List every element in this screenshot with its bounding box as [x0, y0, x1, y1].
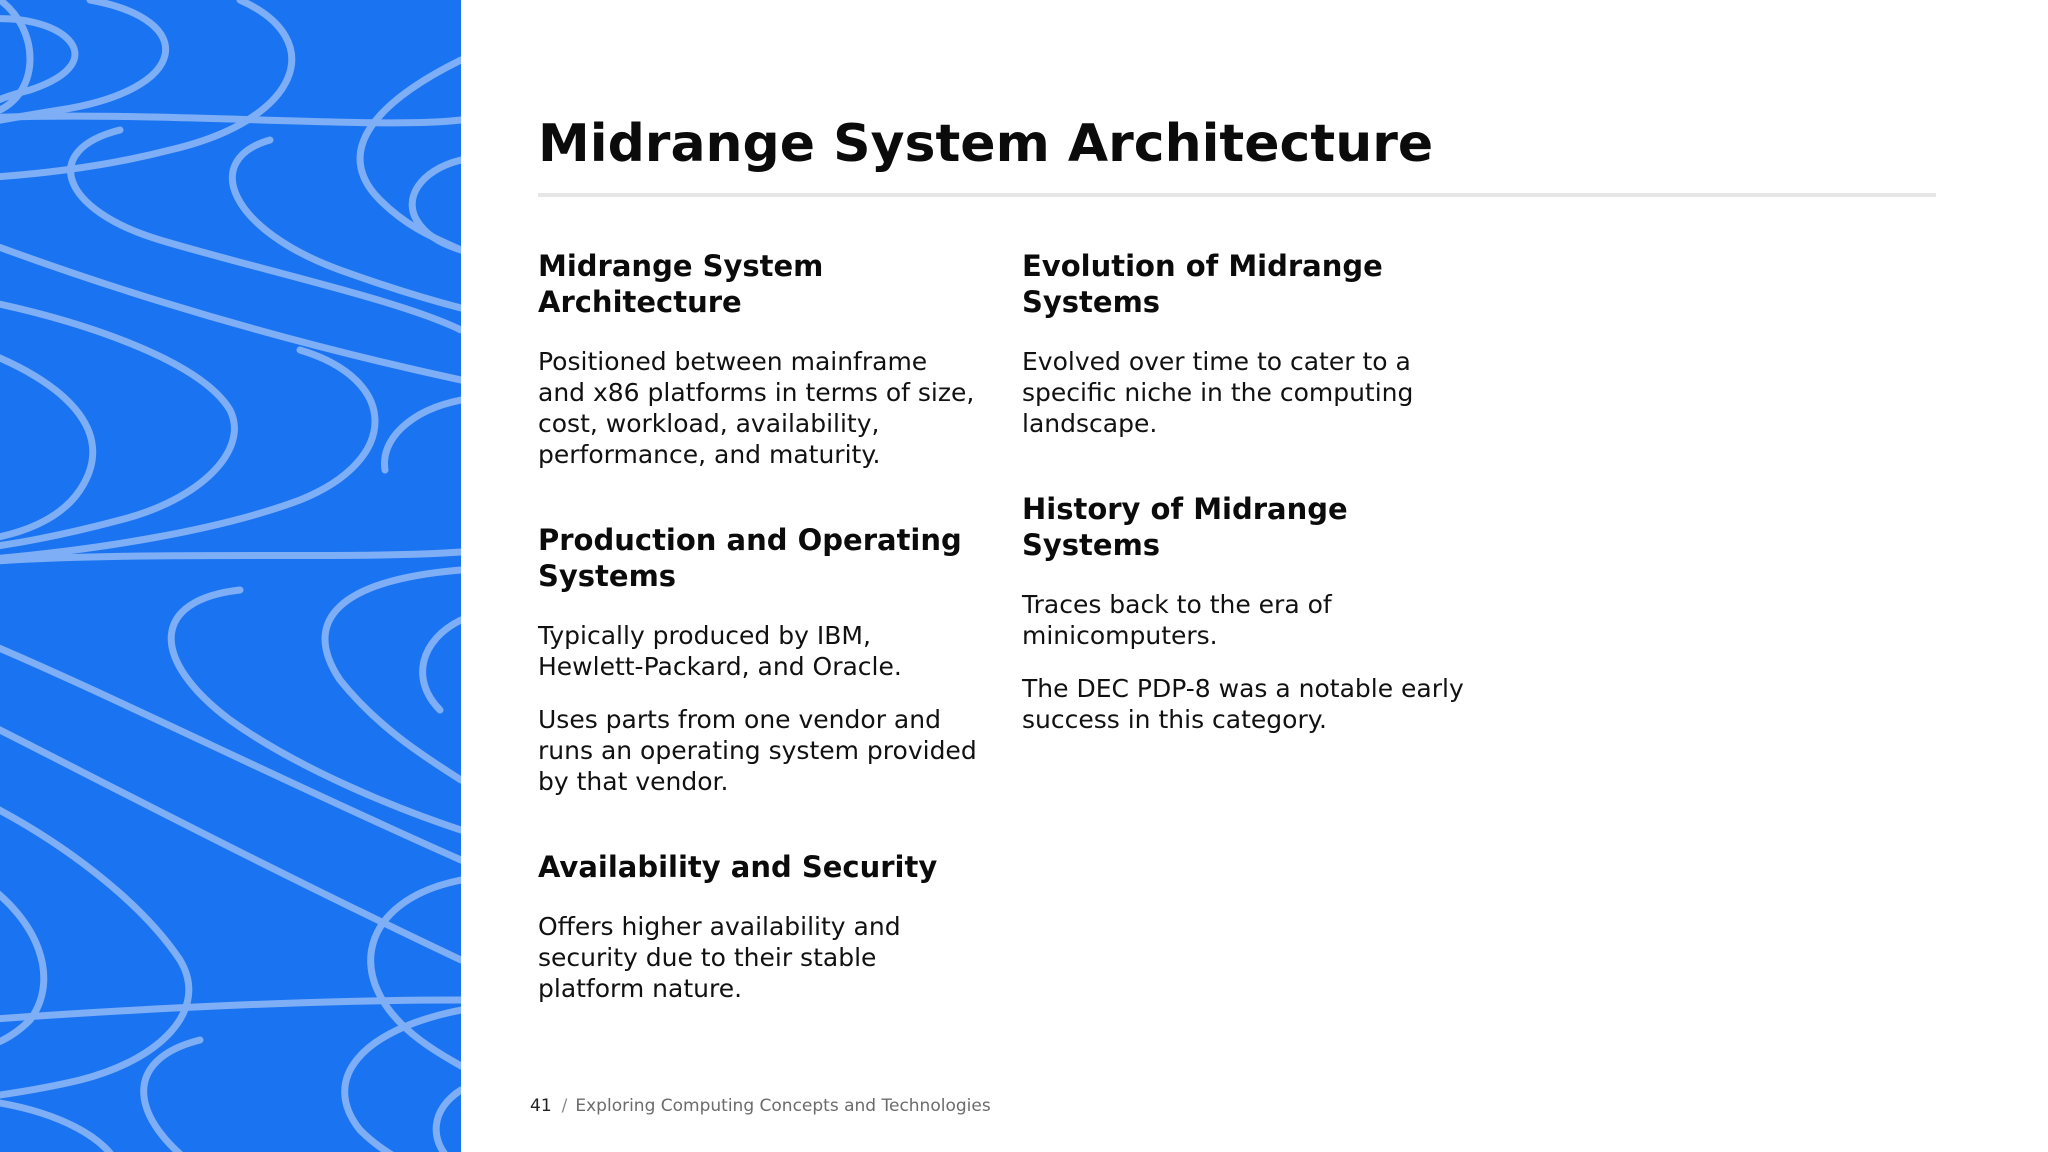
- content-section: [538, 849, 978, 1004]
- slide-title: Midrange System Architecture: [538, 114, 1434, 174]
- section-paragraph: Positioned between mainframe and x86 platforms in terms of size, cost, workload, availability, performance, and maturity.: [538, 347, 975, 469]
- section-heading: History of Midrange Systems: [1022, 492, 1348, 562]
- title-divider: [538, 193, 1936, 197]
- content-section: [1022, 248, 1482, 439]
- section-heading: Evolution of Midrange Systems: [1022, 249, 1383, 319]
- section-paragraph: Uses parts from one vendor and runs an operating system provided by that vendor.: [538, 705, 977, 796]
- section-heading: Midrange System Architecture: [538, 249, 824, 319]
- section-heading: Production and Operating Systems: [538, 523, 962, 593]
- content-section: [538, 248, 978, 470]
- content-section: [1022, 491, 1482, 735]
- page-number: 41: [530, 1096, 552, 1116]
- section-paragraph: Evolved over time to cater to a specific niche in the computing landscape.: [1022, 347, 1414, 438]
- footer-separator: /: [561, 1096, 568, 1116]
- section-heading: Availability and Security: [538, 850, 938, 884]
- section-paragraph: Traces back to the era of minicomputers.: [1022, 590, 1332, 650]
- right-column: [1022, 248, 1482, 787]
- section-paragraph: The DEC PDP-8 was a notable early success in this category.: [1022, 674, 1464, 734]
- left-column: [538, 248, 978, 1056]
- slide-footer: [530, 1094, 991, 1118]
- content-section: [538, 522, 978, 797]
- section-paragraph: Typically produced by IBM, Hewlett-Packard, and Oracle.: [538, 621, 902, 681]
- section-paragraph: Offers higher availability and security due to their stable platform nature.: [538, 912, 901, 1003]
- wave-pattern-graphic: [0, 0, 461, 1152]
- decorative-side-panel: [0, 0, 461, 1152]
- presentation-title: Exploring Computing Concepts and Technologies: [575, 1096, 991, 1116]
